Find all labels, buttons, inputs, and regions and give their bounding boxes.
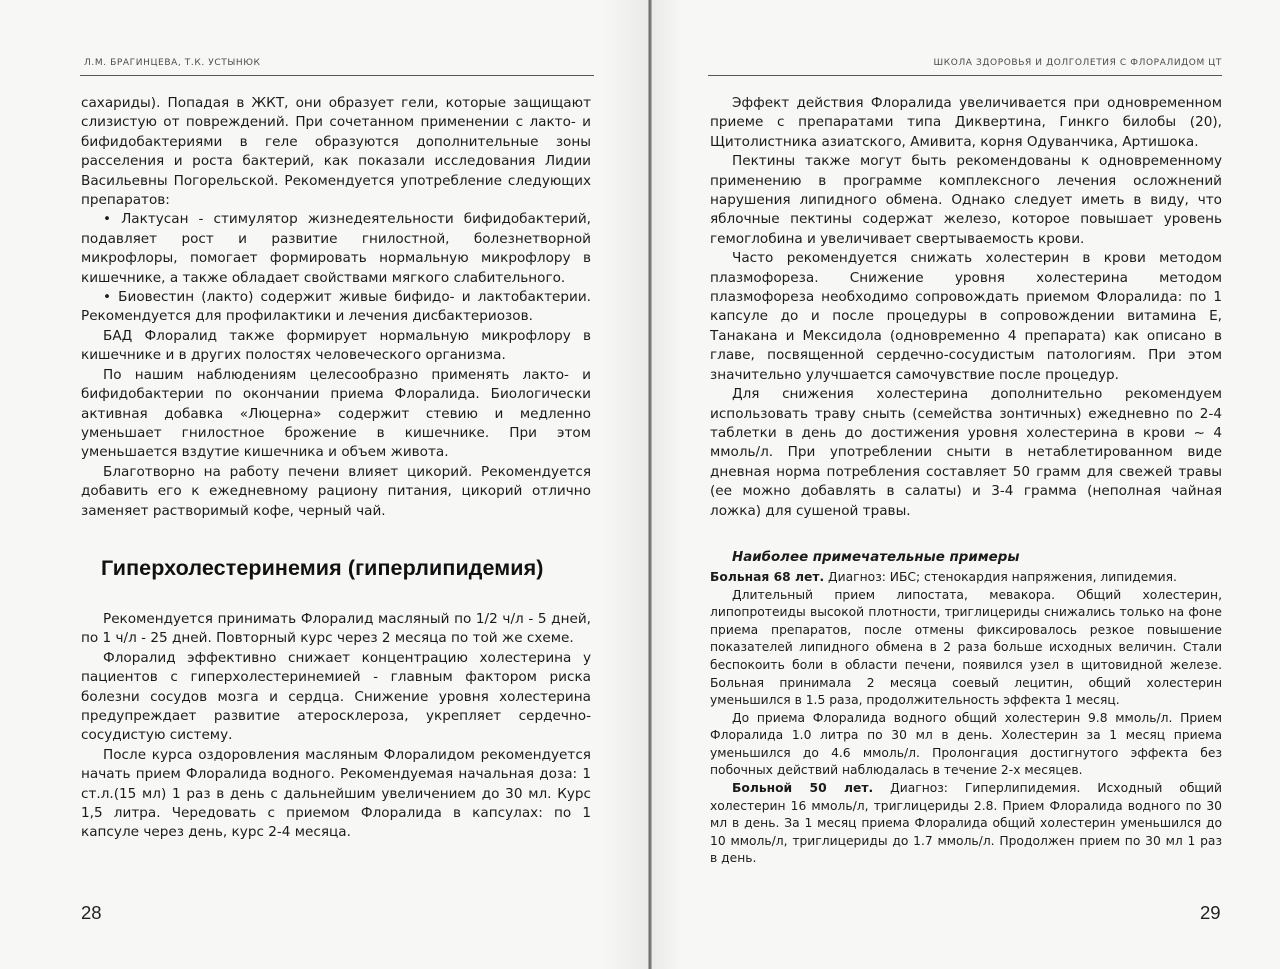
case-2-paragraph	[710, 780, 1222, 868]
paragraph: Часто рекомендуется снижать холестерин в крови методом плазмофореза. Снижение уровня холестерина методом плазмофореза необходимо сопровождать приемом Флоралида: по 1 капсуле до и после процедуры в сопровождении витамина Е, Танакана и Мексидола (одновременно 4 препарата) как описано в главе, посвященной сердечно-сосудистым патологиям. При этом значительно улучшается самочувствие после процедур.	[710, 250, 1222, 383]
paragraph: После курса оздоровления масляным Флоралидом рекомендуется начать прием Флоралида водного. Рекомендуемая начальная доза: 1 ст.л.(15 мл) 1 раз в день с дальнейшим увеличением до 30 мл. Курс 1,5 литра. Чередовать с приемом Флоралида в капсулах: по 1 капсуле через день, курс 2-4 месяца.	[81, 746, 591, 841]
case-1-paragraph: Длительный прием липостата, мевакора. Общий холестерин, липопротеиды высокой плотности, триглицериды снижались только на фоне приема препаратов, после отмены фиксировалось резкое повышение показателей липидного обмена в 2 раза больше исходных величин. Стали беспокоить боли в области печени, появился узел в щитовидной железе. Больная принимала 2 месяца соевый лецитин, общий холестерин уменьшился в 1.5 раза, продолжительность эффекта 1 месяц.	[710, 587, 1222, 708]
case-2-text: Диагноз: Гиперлипидемия. Исходный общий холестерин 16 ммоль/л, триглицериды 2.8. Прием Флоралида водного по 30 мл в день. За 1 месяц приема Флоралида общий холестерин уменьшился до 10 ммоль/л, триглицериды до 1.7 ммоль/л. Продолжен прием по 30 мл 1 раз в день.	[710, 781, 1222, 866]
paragraph: Эффект действия Флоралида увеличивается при одновременном приеме с препаратами типа Диквертина, Гинкго билобы (20), Щитолистника азиатского, Амивита, корня Одуванчика, Артишока.	[710, 95, 1222, 150]
bullet-item-laktusan: • Лактусан - стимулятор жизнедеятельности бифидобактерий, подавляет рост и развитие гнилостной, болезнетворной микрофлоры, помогает формировать нормальную микрофлору в кишечнике, а также обладает свойствами мягкого слабительного.	[81, 211, 591, 286]
right-page	[652, 0, 1280, 969]
page-number-left: 28	[81, 902, 102, 923]
section-heading: Гиперхолестеринемия (гиперлипидемия)	[101, 555, 544, 580]
case-1-diagnosis: Диагноз: ИБС; стенокардия напряжения, липидемия.	[824, 569, 1177, 584]
paragraph: Пектины также могут быть рекомендованы к одновременному применению в программе комплексного лечения осложнений нарушения липидного обмена. Однако следует иметь в виду, что яблочные пектины содержат железо, которое повышает уровень гемоглобина и увеличивает свертываемость крови.	[710, 153, 1222, 247]
running-head-authors: Л.М. БРАГИНЦЕВА, Т.К. УСТЫНЮК	[84, 58, 261, 68]
paragraph: Благотворно на работу печени влияет цикорий. Рекомендуется добавить его к ежедневному рациону питания, цикорий отлично заменяет растворимый кофе, черный чай.	[81, 463, 591, 519]
header-rule	[80, 75, 594, 76]
case-1-header	[710, 569, 1222, 587]
left-text-column	[81, 94, 591, 843]
paragraph: сахариды). Попадая в ЖКТ, они образует гели, которые защищают слизистую от повреждений. При сочетанном применении с лакто- и бифидобактериями в геле образуются дополнительные зоны расселения и роста бактерий, как показали исследования Лидии Васильевны Погорельской. Рекомендуется употребление следующих препаратов:	[81, 95, 591, 209]
running-head-title: ШКОЛА ЗДОРОВЬЯ И ДОЛГОЛЕТИЯ С ФЛОРАЛИДОМ ЦТ	[933, 58, 1222, 68]
paragraph: Флоралид эффективно снижает концентрацию холестерина у пациентов с гиперхолестеринемией - главным фактором риска болезни сосудов мозга и сердца. Снижение уровня холестерина предупреждает развитие атеросклероза, укрепляет сердечно-сосудистую систему.	[81, 649, 591, 744]
case-1-label: Больная 68 лет.	[710, 569, 825, 584]
paragraph: БАД Флоралид также формирует нормальную микрофлору в кишечнике и в других полостях человеческого организма.	[81, 327, 591, 364]
examples-subheading: Наиболее примечательные примеры	[732, 549, 1020, 565]
paragraph: Рекомендуется принимать Флоралид масляный по 1/2 ч/л - 5 дней, по 1 ч/л - 25 дней. Повторный курс через 2 месяца по той же схеме.	[81, 610, 591, 647]
right-text-column	[710, 94, 1222, 868]
bullet-item-biovestin: • Биовестин (лакто) содержит живые бифидо- и лактобактерии. Рекомендуется для профилактики и лечения дисбактериозов.	[81, 289, 591, 325]
case-1-paragraph: До приема Флоралида водного общий холестерин 9.8 ммоль/л. Прием Флоралида 1.0 литра по 30 мл в день. Холестерин за 1 месяц приема уменьшился до 4.6 ммоль/л. Пролонгация достигнутого эффекта без побочных действий наблюдалась в течение 2-х месяцев.	[710, 710, 1222, 778]
case-2-label: Больной 50 лет.	[732, 781, 874, 796]
page-number-right: 29	[1200, 902, 1221, 923]
header-rule	[708, 75, 1222, 76]
paragraph: Для снижения холестерина дополнительно рекомендуем использовать траву сныть (семейства зонтичных) ежедневно по 2-4 таблетки в день до достижения уровня холестерина в крови ~ 4 ммоль/л. При употреблении сныти в нетаблетированном виде дневная норма потребления составляет 50 грамм для свежей травы (ее можно добавлять в салаты) и 3-4 грамма (неполная чайная ложка) для сушеной травы.	[710, 386, 1222, 519]
paragraph: По нашим наблюдениям целесообразно применять лакто- и бифидобактерии по окончании приема Флоралида. Биологически активная добавка «Люцерна» содержит стевию и медленно уменьшает гнилостное брожение в кишечнике. При этом уменьшается вздутие кишечника и объем живота.	[81, 366, 591, 461]
